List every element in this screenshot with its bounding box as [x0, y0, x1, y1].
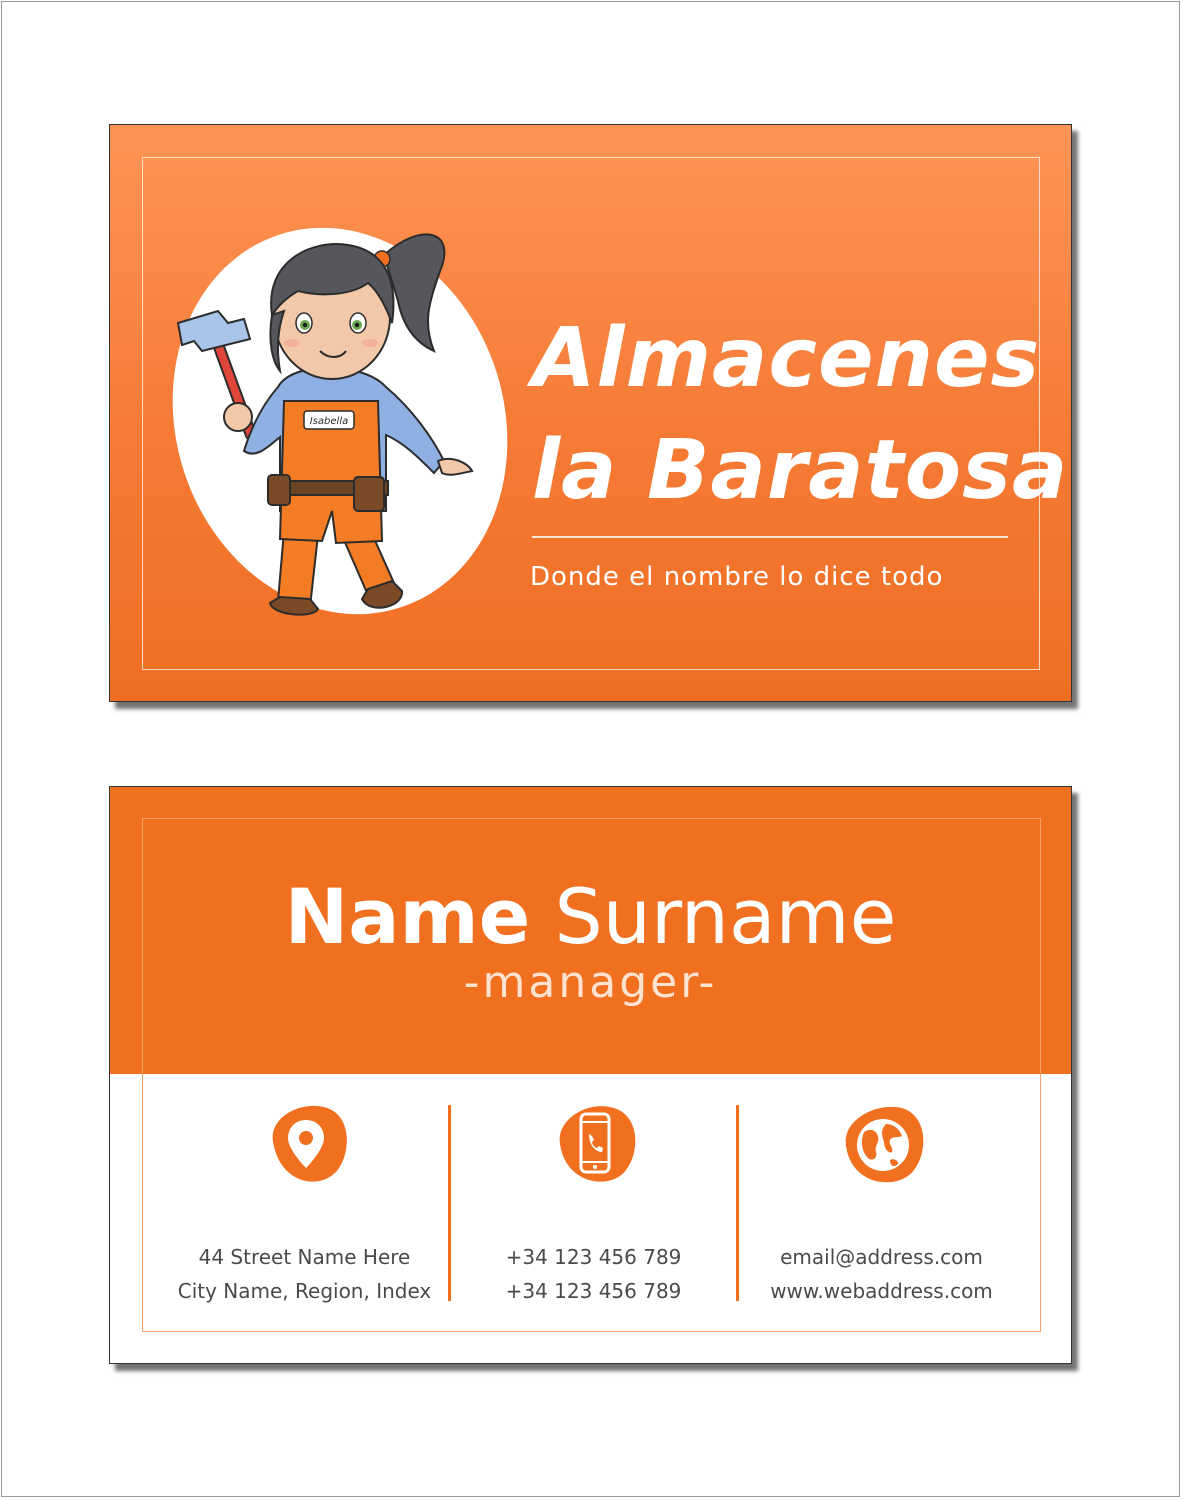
phone-line1: +34 123 456 789	[505, 1245, 682, 1269]
brand-tagline: Donde el nombre lo dice todo	[530, 562, 944, 592]
person-role: -manager-	[463, 957, 718, 1008]
first-name: Name	[284, 872, 531, 961]
mascot-illustration	[172, 211, 512, 631]
mascot-badge-text: Isabella	[309, 416, 349, 427]
last-name: Surname	[554, 872, 897, 961]
brand-name-line2: la Baratosa	[532, 423, 1069, 518]
globe-icon	[840, 1102, 926, 1188]
brand-divider	[532, 536, 1008, 538]
business-card-front	[109, 124, 1072, 702]
phone-line2: +34 123 456 789	[505, 1279, 682, 1303]
person-name	[110, 867, 1071, 967]
phone-column	[451, 1102, 736, 1302]
email-line: email@address.com	[780, 1245, 983, 1269]
smartphone-icon	[552, 1102, 638, 1188]
business-card-back	[109, 786, 1072, 1364]
brand-name-line1: Almacenes	[532, 311, 1041, 406]
address-column	[162, 1102, 447, 1302]
website-line: www.webaddress.com	[770, 1279, 993, 1303]
location-pin-icon	[263, 1102, 349, 1188]
web-column	[739, 1102, 1024, 1302]
address-line2: City Name, Region, Index	[177, 1279, 432, 1303]
address-line1: 44 Street Name Here	[198, 1245, 411, 1269]
